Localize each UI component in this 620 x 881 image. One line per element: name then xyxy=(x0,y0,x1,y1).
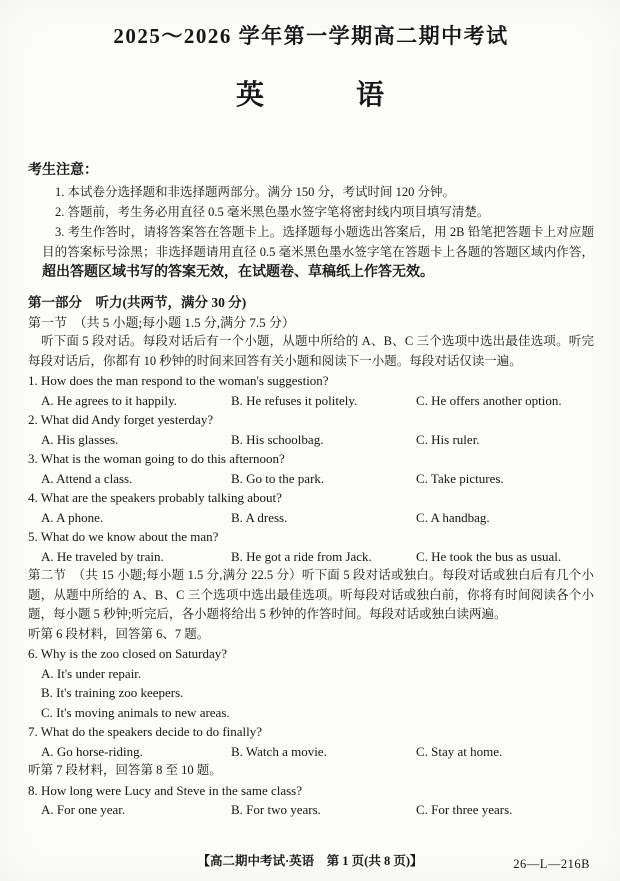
subject-title: 英 语 xyxy=(235,80,386,111)
option-a: A. For one year. xyxy=(41,802,126,817)
option-b: B. For two years. xyxy=(231,802,321,817)
option-a: A. He traveled by train. xyxy=(41,548,164,564)
option-b: B. He refuses it politely. xyxy=(231,392,358,408)
notice-item-3-bold: 超出答题区域书写的答案无效，在试题卷、草稿纸上作答无效。 xyxy=(42,265,434,280)
option-a: A. A phone. xyxy=(41,509,104,525)
candidate-notice xyxy=(28,160,594,283)
question-6 xyxy=(28,644,594,722)
section1-heading: 第一节 （共 5 小题;每小题 1.5 分,满分 7.5 分） xyxy=(28,314,295,330)
question-7 xyxy=(28,722,594,761)
option-c: C. He took the bus as usual. xyxy=(416,548,562,564)
option-b: B. His schoolbag. xyxy=(231,431,324,447)
option-c: C. Stay at home. xyxy=(416,743,503,759)
question-3-text: 3. What is the woman going to do this afternoon? xyxy=(28,451,285,466)
option-a: A. Attend a class. xyxy=(41,470,133,486)
option-b: B. Go to the park. xyxy=(231,470,325,486)
option-b: B. It's training zoo keepers. xyxy=(41,685,184,700)
question-8-text: 8. How long were Lucy and Steve in the same class? xyxy=(28,782,303,798)
section2-heading: 第二节 （共 15 小题;每小题 1.5 分,满分 22.5 分） xyxy=(28,568,302,582)
footer-paper-code: 26—L—216B xyxy=(513,857,590,871)
question-4-options xyxy=(28,508,594,528)
part1-heading: 第一部分 听力(共两节，满分 30 分) xyxy=(28,295,247,310)
material-6-line: 听第 6 段材料，回答第 6、7 题。 xyxy=(28,626,210,641)
footer-page-info: 【高二期中考试·英语 第 1 页(共 8 页)】 xyxy=(197,854,423,868)
question-8-options xyxy=(28,800,594,820)
question-3-options xyxy=(28,469,594,489)
question-1-options xyxy=(28,391,594,411)
question-4 xyxy=(28,488,594,527)
question-5 xyxy=(28,527,594,566)
notice-item-3-text: 3. 考生作答时，请将答案答在答题卡上。选择题每小题选出答案后，用 2B 铅笔把答题卡上对应题目的答案标号涂黑；非选择题请用直径 0.5 毫米黑色墨水签字笔在答题卡上各题的答题区域内作答， xyxy=(42,225,594,259)
option-c: C. For three years. xyxy=(416,802,513,817)
option-a: A. He agrees to it happily. xyxy=(41,392,177,408)
notice-item-2: 2. 答题前，考生务必用直径 0.5 毫米黑色墨水签字笔将密封线内项目填写清楚。 xyxy=(55,205,490,219)
option-c: C. He offers another option. xyxy=(416,392,562,408)
notice-item-3 xyxy=(28,222,594,283)
option-a: A. Go horse-riding. xyxy=(41,743,143,759)
question-5-options xyxy=(28,547,594,567)
option-a: A. It's under repair. xyxy=(41,665,142,681)
question-8 xyxy=(28,781,594,820)
option-c: C. It's moving animals to new areas. xyxy=(41,704,230,720)
material-7-line: 听第 7 段材料，回答第 8 至 10 题。 xyxy=(28,763,222,777)
section2-instructions: 听下面 5 段对话或独白。每段对话或独白后有几个小题，从题中所给的 A、B、C 三个选项中选出最佳选项。听每段对话或独白前，你将有时间阅读各个小题，每小题 5 秒钟;听完后，各小题将给出 5 秒钟的作答时间。每段对话或独白读两遍。 xyxy=(28,568,594,621)
question-2-options xyxy=(28,430,594,450)
question-3 xyxy=(28,449,594,488)
section1-instructions: 听下面 5 段对话。每段对话后有一个小题，从题中所给的 A、B、C 三个选项中选出最佳选项。听完每段对话后，你都有 10 秒钟的时间来回答有关小题和阅读下一小题。每段对话仅读一遍。 xyxy=(28,334,594,368)
notice-heading: 考生注意： xyxy=(28,163,98,178)
question-5-text: 5. What do we know about the man? xyxy=(28,529,219,544)
option-a: A. His glasses. xyxy=(41,431,119,447)
option-b: B. Watch a movie. xyxy=(231,743,327,759)
question-4-text: 4. What are the speakers probably talking about? xyxy=(28,490,282,505)
option-b: B. He got a ride from Jack. xyxy=(231,548,372,564)
question-2 xyxy=(28,410,594,449)
question-2-text: 2. What did Andy forget yesterday? xyxy=(28,412,214,427)
notice-item-1: 1. 本试卷分选择题和非选择题两部分。满分 150 分，考试时间 120 分钟。 xyxy=(55,185,456,199)
question-1-text: 1. How does the man respond to the woman's suggestion? xyxy=(28,373,329,388)
question-7-options xyxy=(28,742,594,762)
section2-intro xyxy=(28,566,594,625)
question-1 xyxy=(28,371,594,410)
option-b: B. A dress. xyxy=(231,509,288,525)
option-c: C. His ruler. xyxy=(416,431,480,447)
exam-title: 2025～2026 学年第一学期高二期中考试 xyxy=(113,24,509,48)
question-7-text: 7. What do the speakers decide to do finally? xyxy=(28,724,263,739)
question-6-text: 6. Why is the zoo closed on Saturday? xyxy=(28,646,228,661)
option-c: C. A handbag. xyxy=(416,509,490,525)
option-c: C. Take pictures. xyxy=(416,470,504,486)
